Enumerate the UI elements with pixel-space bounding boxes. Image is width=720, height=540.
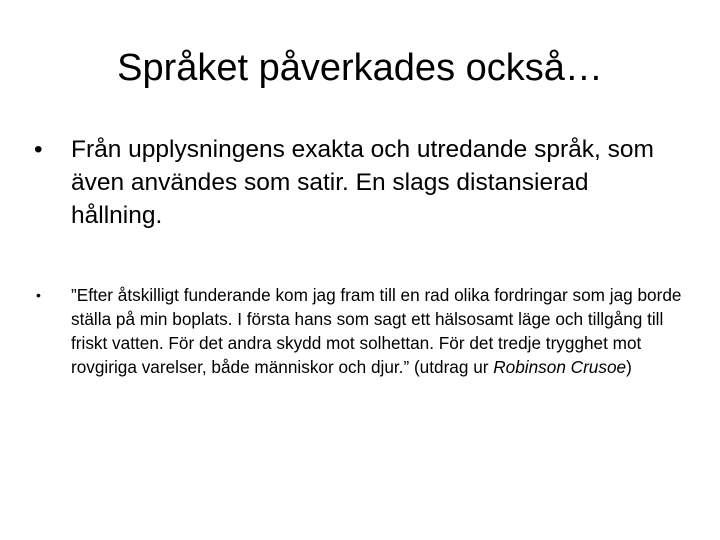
quote-body: ”Efter åtskilligt funderande kom jag fram till en rad olika fordringar som jag borde ställa på min boplats. I första hans som sagt ett hälsosamt läge och tillgång till friskt vatten. För det andra skydd mot solhettan. För det tredje trygghet mot rovgiriga varelser, både människor och djur.” (utdrag ur [71,285,682,377]
book-title: Robinson Crusoe [493,357,627,377]
bullet-list [34,133,684,379]
quote-closing: ) [626,357,632,377]
bullet-item-2 [34,283,684,379]
bullet-text-1: Från upplysningens exakta och utredande språk, som även användes som satir. En slags distansierad hållning. [71,136,654,229]
bullet-item-1 [34,133,684,232]
quote-text [71,285,681,377]
slide-title: Språket påverkades också… [117,47,603,89]
bullet-icon: • [36,287,41,303]
bullet-icon: • [34,136,43,163]
